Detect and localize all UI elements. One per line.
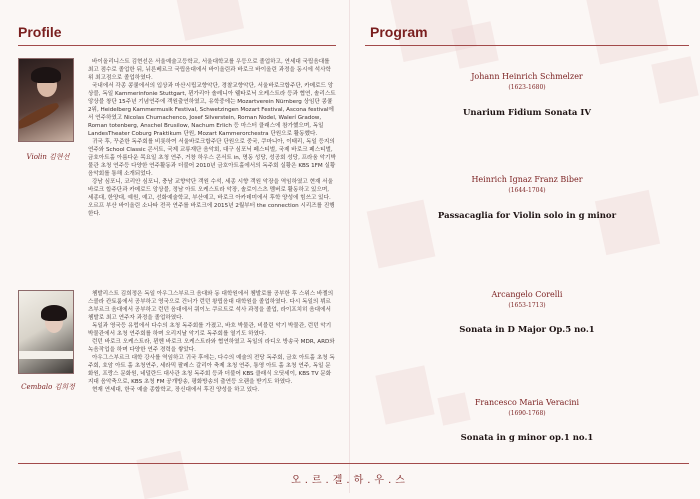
footer-venue: 오.르.겔.하.우.스: [291, 475, 409, 486]
composer-name: Heinrich Ignaz Franz Biber: [471, 175, 583, 184]
bio-paragraph: 바이올리니스트 김현선은 서울예술고등학교, 서울대학교를 우등으로 졸업하고, 연세대 국립음대를 최고 점수로 졸업한 뒤, 뉘른베르크 국립음대에서 바이올린과 바로크 바이올린 과정을 동시에 석사학위 최고점으로 졸업하였다.: [88, 59, 331, 81]
violin-caption: Violin 김현선: [26, 153, 70, 161]
bio-paragraph: 현재 연세대, 한국 예술 종합학교, 장신대에서 후진 양성을 하고 있다.: [92, 387, 260, 393]
composer-years: (1653-1713): [508, 302, 546, 309]
page-divider: [349, 0, 350, 493]
composer-name: Arcangelo Corelli: [491, 290, 563, 299]
program-item: [365, 175, 689, 221]
program-item: [365, 290, 689, 335]
bio-paragraph: 국내에서 각종 콩쿨에서의 입상과 마산시립교향악단, 경찰교향악단, 서울바로크합주단, 카메로드 앙상블, 독일 Kammerinfonie Stuttgart, 뮌가리아 솔레니아 웰타로닉 오케스트라 등과 협연, 솔리스트 앙상블 창단 15주년 기념연주에 객원출연하였고, 유학중에는 Mozartverein Nürnberg 상임단 콩쿨 2위, Heidelberg Kammermusik Festival, Schwetzingen Mozart Festival, Ascona festival에서 연주하였고 Nicolas Chumachenco, Josef Silverstein, Roman Nodel, Walerí Gradow, Roman totenberg, Anschel Brusilow, Nachum Erlich 등 마스터 클래스에 참가했으며, 독일 LandesTheater Coburg Praktikum 단원, Mozart Kammerorchestra 단원으로 활동했다.: [88, 83, 336, 137]
cembalist-photo: [18, 290, 74, 374]
piece-title: Unarium Fidium Sonata IV: [463, 108, 591, 118]
bio-paragraph: 쳄발리스트 김희정은 독일 아우그스부르크 음대와 동 대학원에서 쳄발로를 공부한 후 스위스 바젤의 스콜라 칸토룸에서 공부하고 영국으로 건너가 런던 왕립음대 대학원을 졸업하였다. 다시 독일의 뷔르츠부르크 음대에서 공부하고 런던 음대에서 쿼이노 쿠르트로 석사 과정을 졸업, 라이프치히 음대에서 쳄발로 최고 연주자 과정을 졸업하였다.: [88, 291, 334, 321]
background-shape: [585, 0, 668, 65]
program-rule: [365, 45, 689, 46]
composer-name: Francesco Maria Veracini: [474, 398, 580, 407]
footer-rule: [18, 463, 689, 464]
bio-paragraph: 독일과 영국등 유럽에서 다수의 초청 독주회를 가졌고, 바흐 박물관, 비블린 악기 박물관, 런던 악기 박물관에서 초청 연주회를 하며 오리지날 악기로 독주회를 열기도 하였다.: [88, 323, 332, 337]
composer-name: Johann Heinrich Schmelzer: [471, 72, 583, 81]
piece-title: Sonata in D Major Op.5 no.1: [459, 325, 595, 335]
bio-paragraph: 귀국 후, 꾸준한 독주회를 비롯하여 서울바로크합주단 단원으로 중국, 쿠마니아, 이태리, 독일 등지의 연주와 School Classic 콘서트, 국제 교류재단 음악회, 대구 심포닉 페스티벌, 국제 바로크 페스티벌, 금호아트홀 아름다운 목요일 초청 연주, 거창 하우스 콘서트 in, 명동 성당, 성공회 성당, 프라움 악기박물관 초청 연주등 다양한 연주활동과 더불어 2010년 금호아트홀에서의 독주회 실황은 KBS 1FM 실황음악회를 통해 소개되었다.: [88, 139, 336, 177]
composer-years: (1623-1680): [508, 84, 546, 91]
cembalo-caption: Cembalo 김희정: [21, 383, 75, 391]
program-heading: Program: [370, 24, 428, 40]
program-item: [365, 398, 689, 443]
background-shape: [176, 0, 244, 41]
piece-title: Sonata in g minor op.1 no.1: [460, 433, 594, 443]
bio-paragraph: 아우그스부르크 대학 강사를 역임하고 귀국 후에는, 다수의 예술의 전당 독주회, 금호 아트홀 초청 독주회, 호암 아트 홀 초청연주, 세라믹 팔레스 갈리아 축제 초청 연주, 통영 아트 홀 초청 연주, 독일 문화원, 프랑스 문화원, 네덜란드 대사관 초청 독주회 등과 더불어 KBS 클래식 오딧세이, KBS TV 문화 지대 음악축으로, KBS 초청 FM 공개방송, 평화방송의 출연등 오랜을 받기도 하였다.: [88, 355, 335, 385]
bio-paragraph: 강남 심포니, 코리안 심포니, 충남 교향악단 객원 수석, 세종 시향 객원 악장을 역임하였고 현재 서울 바로크 합주단과 카메로드 앙상블, 정남 아트 오케스트라 악장, 솔로이스츠 멤버로 활동하고 있으며, 세종대, 한양대, 예원, 예고, 선화예술학교, 부산예고, 바로크 아카데미에서 후학 양성에 힘쓰고 있다. 오르프 부산 바이올린 소나타 전곡 연주를 바로크에 2015년 2월부터 the connection 시리즈를 진행한다.: [88, 179, 335, 217]
violinist-bio: [88, 58, 336, 218]
composer-years: (1690-1768): [508, 410, 546, 417]
profile-rule: [18, 45, 336, 46]
composer-years: (1644-1704): [508, 187, 546, 194]
piece-title: Passacaglia for Violin solo in g minor: [437, 211, 617, 221]
program-item: [365, 72, 689, 118]
violinist-photo: [18, 58, 74, 142]
profile-heading: Profile: [18, 24, 62, 40]
cembalist-bio: [88, 290, 336, 394]
bio-paragraph: 런던 바로크 오케스트라, 뮌헨 바로크 오케스트라와 협연하였고 독일의 라디오 방송국 MDR, ARD와 녹음작업을 하며 다양한 연주 경력을 쌓았다.: [88, 339, 335, 353]
